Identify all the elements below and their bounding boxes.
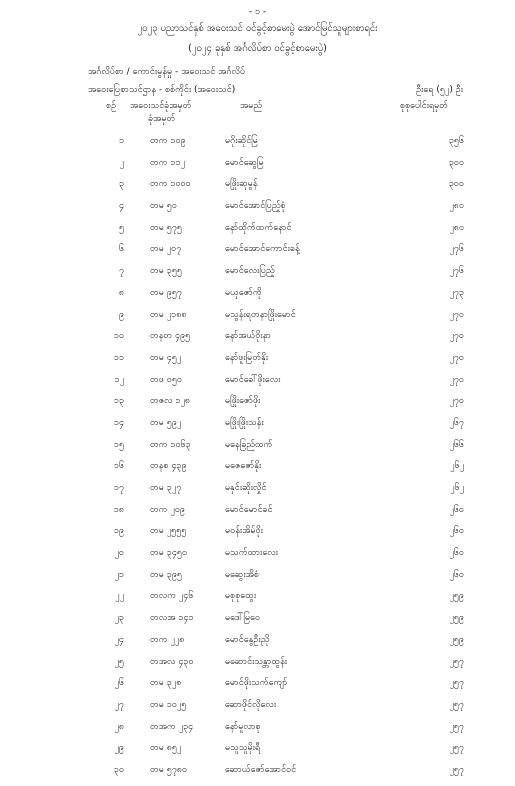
row-number: ၁၈ [113, 504, 124, 515]
candidate-name: မဇေဇော်နိုး [225, 461, 262, 472]
table-row [0, 265, 515, 287]
row-number: ၁၆ [113, 461, 124, 472]
roll-number: တမ ၄၅၂ [150, 352, 182, 363]
row-number: ၂၃ [114, 613, 124, 624]
table-row [0, 656, 515, 678]
row-number: ၂၀ [114, 548, 124, 559]
table-row [0, 222, 515, 244]
candidate-name: မဝန်းအိမ်ဝိုး [225, 526, 263, 537]
total-mark: ၂၇၀ [449, 331, 464, 342]
roll-number: တနစ ၄၃၉ [150, 461, 187, 472]
roll-number: တက ၁၁၂ [150, 157, 185, 168]
roll-number: တက ၁၀၉ [150, 136, 186, 146]
total-count: ဦးရေ (၅၂) ဦး [416, 85, 463, 95]
candidate-name: မသက်ထားလေး [225, 548, 278, 559]
total-mark: ၂၅၇ [449, 764, 464, 775]
header-name: အမည် [240, 101, 263, 111]
roll-number: တဖ ၀၅၀ [150, 374, 182, 385]
roll-number: တမ ၃၂၈ [150, 678, 182, 689]
row-number: ၄ [118, 201, 124, 212]
major-line: အင်္ဂလိပ်စာ / ကောင်းမွန်မှု - အဝေးသင် အင်္ဂလိပ် [88, 67, 246, 77]
candidate-name: မဖြိုးဇော်ဖိုး [225, 396, 261, 407]
table-row [0, 157, 515, 179]
total-mark: ၂၇၃ [449, 287, 464, 298]
row-number: ၂၁ [114, 569, 124, 580]
row-number: ၂၄ [114, 634, 124, 645]
results-table-body [0, 135, 515, 786]
row-number: ၂၉ [114, 743, 124, 754]
total-mark: ၂၇၀ [449, 374, 464, 385]
table-row [0, 287, 515, 309]
candidate-name: မယုဇော်ကို [225, 287, 262, 298]
candidate-name: မောင်ခေါ်ဖိုးလေး [225, 374, 281, 385]
total-mark: ၂၇၀ [449, 309, 464, 320]
roll-number: တမ ၂၅၅၅ [150, 526, 187, 537]
candidate-name: မဆောင်းသန္တာထွန်း [225, 656, 288, 667]
row-number: ၂၂ [115, 591, 124, 602]
table-row [0, 634, 515, 656]
row-number: ၁၀ [113, 331, 124, 342]
candidate-name: မောင်မောင်ခင် [225, 504, 273, 515]
row-number: ၈ [118, 287, 124, 298]
total-mark: ၂၅၇ [449, 721, 464, 732]
candidate-name: မစုစုထွေး [225, 591, 257, 602]
total-mark: ၂၆၂ [450, 483, 464, 493]
row-number: ၃ [118, 179, 124, 190]
row-number: ၂၈ [114, 721, 124, 732]
roll-number: တမ ၅၀ [150, 201, 177, 212]
roll-number: တမ ၂၀၇ [150, 244, 182, 255]
roll-number: တဇလ ၁၂၈ [150, 396, 191, 407]
roll-number: တနတ ၄၉၅ [150, 331, 191, 342]
table-row [0, 504, 515, 526]
table-row [0, 395, 515, 417]
table-row [0, 677, 515, 699]
candidate-name: ဆောဖိုင်လိုလေး [225, 699, 277, 710]
header-mark: စုစုပေါင်းရမှတ် [400, 101, 449, 111]
candidate-name: နော်မူလာစု [225, 721, 261, 732]
total-mark: ၃၀၀ [448, 179, 464, 190]
table-row [0, 460, 515, 482]
candidate-name: မဒေါ်မြဝေ [225, 613, 261, 624]
roll-number: တက ၂၀၉ [150, 504, 185, 515]
table-row [0, 590, 515, 612]
candidate-name: မောင်ဆွေမြ [225, 157, 264, 168]
roll-number: တမ ၃၅၅ [150, 266, 182, 277]
total-mark: ၂၆၂ [450, 461, 464, 472]
candidate-name: မဖြိုးဆုမွန် [225, 179, 258, 190]
table-row [0, 547, 515, 569]
row-number: ၃၀ [113, 764, 124, 775]
roll-number: တက ၁၀၆၃ [150, 439, 191, 450]
total-mark: ၂၆၀ [449, 569, 464, 580]
roll-number: တမ ၃၄၅၀ [150, 548, 188, 559]
roll-number: တမ ၁၀၂၅ [150, 699, 187, 710]
row-number: ၅ [118, 222, 124, 233]
row-number: ၁၁ [113, 352, 124, 363]
total-mark: ၂၅၇ [449, 678, 464, 689]
total-mark: ၂၆၀ [449, 504, 464, 515]
roll-number: တမ ၈၅၂ [150, 743, 182, 754]
total-mark: ၂၅၇ [449, 656, 464, 667]
center-line: အဝေးပြေစာသင်ဌာန - စစ်ကိုင်း (အဝေးသင်) [88, 85, 236, 95]
row-number: ၂၅ [114, 656, 124, 667]
candidate-name: မောင်အောင်ကောင်းခန့် [225, 244, 300, 255]
total-mark: ၂၈၀ [449, 201, 464, 212]
roll-number: တမ ၃၉၅ [150, 569, 182, 580]
table-row [0, 699, 515, 721]
total-mark: ၂၅၉ [449, 634, 464, 645]
header-roll: အဝေးသင်ခုံအမှတ် [130, 101, 192, 111]
candidate-name: နော်ဖူးမြတ်နိုး [225, 352, 269, 363]
table-row [0, 352, 515, 374]
table-row [0, 569, 515, 591]
table-row [0, 482, 515, 504]
total-mark: ၂၅၇ [449, 699, 464, 710]
total-mark: ၂၆၀ [449, 526, 464, 537]
table-row [0, 764, 515, 786]
candidate-name: မနေခြည်ထက် [225, 439, 273, 450]
candidate-name: နော်အယ်ဝိုးနာ [225, 331, 271, 342]
candidate-name: မနှင်းဆိုးလှိုင် [225, 483, 267, 493]
total-mark: ၂၇၆ [449, 244, 464, 255]
total-mark: ၂၅၇ [449, 743, 464, 754]
table-row [0, 178, 515, 200]
row-number: ၁ [118, 136, 124, 146]
row-number: ၂၇ [114, 699, 124, 710]
table-row [0, 525, 515, 547]
candidate-name: မဆွေးအိစံ [225, 569, 259, 580]
roll-number: တက ၂၂၈ [150, 634, 185, 645]
roll-number: တအက ၂၃၄ [150, 721, 194, 732]
row-number: ၁၉ [113, 526, 124, 537]
table-row [0, 439, 515, 461]
document-title: ၂၀၂၃ ပညာသင်နှစ် အဝေးသင် ဝင်ခွင့်စာမေးပွဲ အောင်မြင်သူများစာရင်း [137, 23, 378, 34]
row-number: ၁၅ [113, 439, 124, 450]
roll-number: တမ ၂၁၈၈ [150, 309, 187, 320]
roll-number: တမ ၅၇၈၀ [150, 764, 188, 775]
table-row [0, 721, 515, 743]
candidate-name: မသွန်းရတနာဖြိုးမောင် [225, 309, 296, 320]
roll-number: တလက ၂၄၆ [150, 591, 194, 602]
table-row [0, 417, 515, 439]
candidate-name: မောင်လေးပြည့် [225, 266, 275, 277]
total-mark: ၂၇၆ [449, 266, 464, 277]
candidate-name: မောင်အောင်ပြည့်စုံ [225, 201, 286, 212]
candidate-name: ဆောယ်ဇော်အောင်ဝင် [225, 764, 297, 775]
row-number: ၁၂ [114, 374, 124, 385]
total-mark: ၂၇၀ [449, 352, 464, 363]
table-row [0, 742, 515, 764]
roll-number: တအလ ၄၃၀ [150, 656, 194, 667]
row-number: ၉ [118, 309, 124, 320]
total-mark: ၂၈၀ [449, 222, 464, 233]
candidate-name: မောင်ဖိုးသက်ကျော် [225, 678, 288, 689]
total-mark: ၃၀၀ [448, 157, 464, 168]
table-row [0, 200, 515, 222]
total-mark: ၂၆၀ [449, 548, 464, 559]
candidate-name: မသူသူမိုးရီ [225, 743, 261, 754]
candidate-name: မောင်နွေဦးညို [225, 634, 270, 645]
row-number: ၁၃ [113, 396, 124, 407]
row-number: ၇ [118, 266, 124, 277]
row-number: ၂၆ [114, 678, 124, 689]
table-row [0, 135, 515, 157]
total-mark: ၃၅၆ [448, 136, 464, 146]
row-number: ၁၇ [113, 483, 124, 493]
candidate-name: မဖြိုးဖြိုးသန်း [225, 417, 264, 428]
total-mark: ၂၅၉ [449, 613, 464, 624]
table-row [0, 309, 515, 331]
roll-number: တမ ၅၇၅ [150, 222, 182, 233]
table-row [0, 374, 515, 396]
candidate-name: နော်ထိုက်ထက်နောင် [225, 222, 292, 233]
header-no: စဉ် [106, 101, 117, 111]
roll-number: တမ ၅၉၂ [150, 417, 182, 428]
page-number: - ၁ - [248, 7, 267, 17]
roll-number: တမ ၉၅၇ [150, 287, 182, 298]
candidate-name: မဂိုးဆိုင်မြ [225, 136, 258, 146]
row-number: ၆ [118, 244, 124, 255]
total-mark: ၂၆၇ [449, 417, 464, 428]
row-number: ၂ [119, 157, 124, 168]
total-mark: ၂၆၆ [449, 439, 464, 450]
total-mark: ၂၇၀ [449, 396, 464, 407]
header-roll-sub: ခုံအမှတ် [148, 114, 176, 124]
total-mark: ၂၅၉ [449, 591, 464, 602]
table-row [0, 330, 515, 352]
roll-number: တမ ၃၂၇ [150, 483, 182, 493]
table-row [0, 612, 515, 634]
roll-number: တက ၁၀၀၀ [150, 179, 191, 190]
row-number: ၁၄ [113, 417, 124, 428]
document-subtitle: (၂၀၂၄ ခုနှစ် အင်္ဂလိပ်စာ ဝင်ခွင့်စာမေးပွဲ) [188, 43, 327, 54]
roll-number: တလအ ၁၄၁ [150, 613, 194, 624]
table-row [0, 243, 515, 265]
